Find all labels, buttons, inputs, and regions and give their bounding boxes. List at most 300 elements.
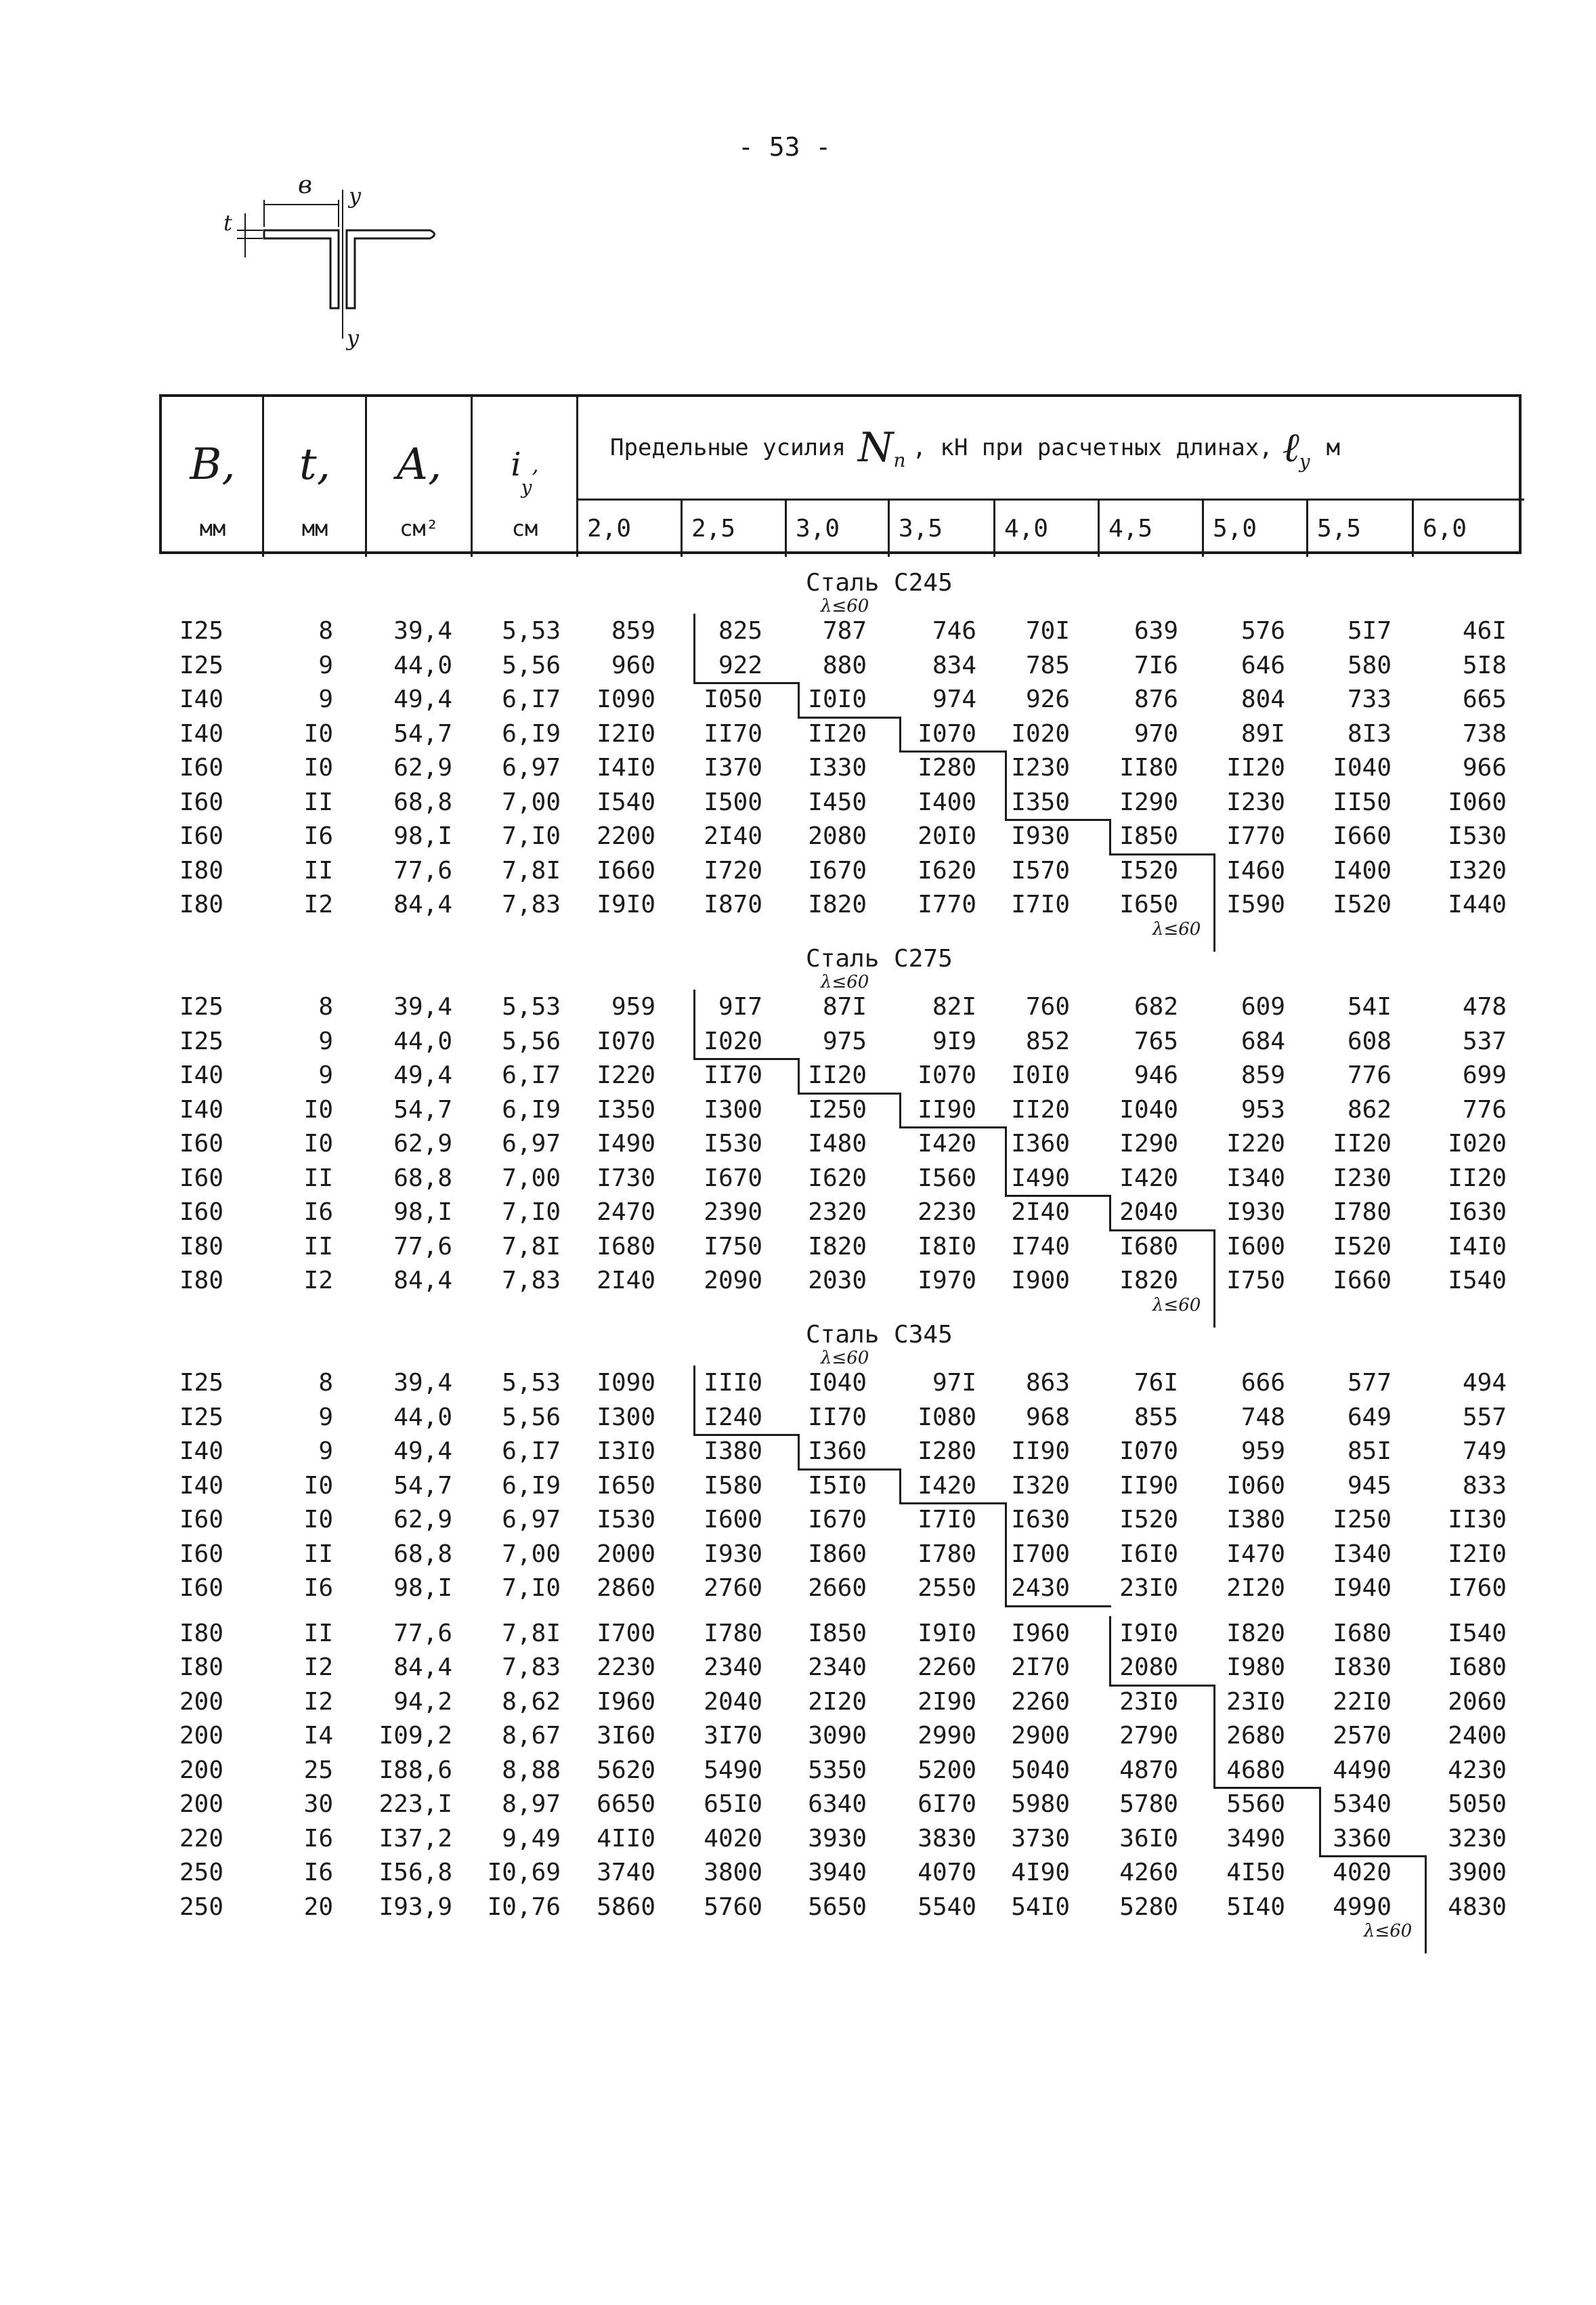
cell-col-4: 960 (611, 651, 655, 679)
cell-col-6: 880 (822, 651, 867, 679)
cell-col-2: 54,7 (393, 1471, 452, 1500)
cell-col-8: 852 (1025, 1027, 1070, 1055)
cell-col-2: 39,4 (393, 993, 452, 1021)
cell-col-4: I9I0 (597, 891, 655, 918)
cell-col-1: I0 (303, 1471, 333, 1500)
limit-boundary-line (1005, 1537, 1007, 1573)
header-length-value: 4,5 (1108, 514, 1153, 543)
cell-col-8: I350 (1011, 788, 1070, 816)
limit-boundary-line (798, 682, 800, 718)
cell-col-11: I780 (1333, 1198, 1392, 1226)
cell-col-5: 2340 (704, 1653, 762, 1681)
cell-col-9: II90 (1119, 1471, 1178, 1500)
cell-col-9: 855 (1134, 1403, 1178, 1431)
cell-col-11: 608 (1347, 1027, 1392, 1055)
cell-col-6: 2320 (808, 1198, 867, 1226)
cell-col-11: I940 (1333, 1574, 1392, 1602)
cell-col-7: 746 (932, 617, 976, 645)
limit-boundary-line (1213, 1718, 1215, 1754)
table-row (0, 1128, 1596, 1160)
table-row (0, 991, 1596, 1023)
cell-col-1: II (303, 1164, 333, 1192)
cell-col-10: 609 (1241, 993, 1285, 1021)
cell-col-7: 82I (932, 993, 976, 1021)
cell-col-12: 46I (1462, 617, 1507, 645)
cell-col-7: 2260 (918, 1653, 976, 1681)
profile-label-y-bottom: y (347, 325, 360, 351)
cell-col-9: 2040 (1119, 1198, 1178, 1226)
cell-col-10: I980 (1226, 1653, 1285, 1681)
cell-col-7: I420 (918, 1130, 976, 1158)
cell-col-5: 3800 (704, 1859, 762, 1886)
header-col-t-symbol (263, 431, 366, 499)
cell-col-11: I660 (1333, 822, 1392, 850)
cell-col-8: I020 (1011, 719, 1070, 748)
cell-col-4: I650 (597, 1471, 655, 1500)
limit-boundary-line (1005, 1571, 1007, 1607)
cell-col-8: 926 (1025, 685, 1070, 713)
cell-col-5: I240 (704, 1403, 762, 1431)
limit-boundary-line (1425, 1855, 1427, 1891)
cell-col-7: I080 (918, 1403, 976, 1431)
lambda-end-note: λ≤60 (1152, 918, 1201, 939)
cell-col-3: 5,56 (502, 651, 561, 679)
cell-col-2: 84,4 (393, 891, 452, 918)
cell-col-4: I540 (597, 788, 655, 816)
header-length-1 (682, 500, 786, 557)
cell-col-2: 49,4 (393, 685, 452, 713)
cell-col-12: I540 (1448, 1267, 1507, 1294)
cell-col-10: I770 (1226, 822, 1285, 850)
cell-col-11: II20 (1333, 1130, 1392, 1158)
cell-col-5: II70 (704, 1061, 762, 1089)
cell-col-8: 5980 (1011, 1790, 1070, 1818)
cell-col-12: 4230 (1448, 1756, 1507, 1784)
cell-col-5: 2760 (704, 1574, 762, 1602)
cell-col-7: 4070 (918, 1859, 976, 1886)
cell-col-3: 8,67 (502, 1722, 561, 1750)
cell-col-4: I960 (597, 1687, 655, 1716)
cell-col-11: I400 (1333, 856, 1392, 885)
cell-col-9: I520 (1119, 856, 1178, 885)
cell-col-0: I80 (179, 1267, 223, 1294)
cell-col-4: 6650 (597, 1790, 655, 1818)
cell-col-11: 5I7 (1347, 617, 1392, 645)
cell-col-8: II20 (1011, 1095, 1070, 1124)
header-col-i-unit (472, 500, 578, 557)
cell-col-0: I80 (179, 856, 223, 885)
cell-col-3: 6,97 (502, 1130, 561, 1158)
cell-col-0: I80 (179, 891, 223, 918)
cell-col-11: 54I (1347, 993, 1392, 1021)
limit-boundary-line (1213, 887, 1215, 923)
header-length-value: 2,5 (691, 514, 736, 543)
cell-col-6: I5I0 (808, 1471, 867, 1500)
cell-col-1: II (303, 856, 333, 885)
cell-col-5: 3I70 (704, 1722, 762, 1750)
cell-col-7: 97I (932, 1369, 976, 1397)
cell-col-10: 89I (1241, 719, 1285, 748)
cell-col-3: 8,62 (502, 1687, 561, 1716)
cell-col-9: 946 (1134, 1061, 1178, 1089)
cell-col-0: I25 (179, 1027, 223, 1055)
cell-col-2: 84,4 (393, 1653, 452, 1681)
header-col-A-unit (366, 500, 472, 557)
cell-col-4: 859 (611, 617, 655, 645)
cell-col-8: 2430 (1011, 1574, 1070, 1602)
cell-col-3: 7,83 (502, 891, 561, 918)
cell-col-0: I40 (179, 1471, 223, 1500)
cell-col-4: I490 (597, 1130, 655, 1158)
cell-col-6: 975 (822, 1027, 867, 1055)
cell-col-4: 3I60 (597, 1722, 655, 1750)
cell-col-4: I730 (597, 1164, 655, 1192)
cell-col-8: 785 (1025, 651, 1070, 679)
cell-col-5: 825 (718, 617, 762, 645)
table-row (0, 752, 1596, 784)
cell-col-12: I760 (1448, 1574, 1507, 1602)
cell-col-7: 9I9 (932, 1027, 976, 1055)
header-title-l-sub: y (1299, 450, 1310, 473)
cell-col-3: I0,69 (487, 1859, 561, 1886)
cell-col-6: 2340 (808, 1653, 867, 1681)
cell-col-7: I780 (918, 1540, 976, 1568)
cell-col-12: 557 (1462, 1403, 1507, 1431)
cell-col-11: 4490 (1333, 1756, 1392, 1784)
limit-boundary-line (1213, 1753, 1215, 1789)
cell-col-12: 966 (1462, 754, 1507, 782)
cell-col-4: I300 (597, 1403, 655, 1431)
cell-col-8: I570 (1011, 856, 1070, 885)
cell-col-1: I0 (303, 1095, 333, 1124)
cell-col-12: 537 (1462, 1027, 1507, 1055)
cell-col-1: I2 (303, 1653, 333, 1681)
table-row (0, 650, 1596, 682)
cell-col-12: II20 (1448, 1164, 1507, 1192)
cell-col-6: 2030 (808, 1267, 867, 1294)
table-row (0, 1162, 1596, 1195)
cell-col-1: I6 (303, 1824, 333, 1853)
table-row (0, 1720, 1596, 1752)
cell-col-2: I88,6 (379, 1756, 452, 1784)
cell-col-10: 859 (1241, 1061, 1285, 1089)
table-row (0, 1094, 1596, 1126)
cell-col-5: I750 (704, 1232, 762, 1261)
cell-col-6: 2080 (808, 822, 867, 850)
cell-col-11: 8I3 (1347, 719, 1392, 748)
cell-col-4: 2000 (597, 1540, 655, 1568)
cell-col-11: I230 (1333, 1164, 1392, 1192)
cell-col-9: I680 (1119, 1232, 1178, 1261)
cell-col-2: 62,9 (393, 754, 452, 782)
cell-col-7: 6I70 (918, 1790, 976, 1818)
cell-col-1: II (303, 1232, 333, 1261)
cell-col-6: 5350 (808, 1756, 867, 1784)
cell-col-0: I60 (179, 788, 223, 816)
cell-col-4: I660 (597, 856, 655, 885)
cell-col-10: I340 (1226, 1164, 1285, 1192)
cell-col-6: 3940 (808, 1859, 867, 1886)
header-length-value: 3,5 (899, 514, 943, 543)
cell-col-3: 6,97 (502, 754, 561, 782)
table-row (0, 1617, 1596, 1650)
cell-col-10: I220 (1226, 1130, 1285, 1158)
cell-col-8: I960 (1011, 1619, 1070, 1647)
limit-boundary-line (693, 1024, 695, 1060)
cell-col-7: 5200 (918, 1756, 976, 1784)
header-title (578, 397, 1524, 499)
cell-col-8: 70I (1025, 617, 1070, 645)
cell-col-7: I770 (918, 891, 976, 918)
double-angle-section-icon (203, 163, 460, 352)
limit-boundary-line (1213, 923, 1215, 952)
cell-col-1: I0 (303, 1130, 333, 1158)
cell-col-3: 7,8I (502, 1232, 561, 1261)
cell-col-7: I280 (918, 754, 976, 782)
header-length-0 (578, 500, 682, 557)
limit-boundary-line (899, 1468, 901, 1504)
limit-boundary-line (1005, 1502, 1007, 1538)
header-length-value: 5,0 (1213, 514, 1257, 543)
table-row (0, 855, 1596, 887)
cell-col-3: 7,I0 (502, 1198, 561, 1226)
cell-col-3: 5,53 (502, 993, 561, 1021)
cell-col-8: I320 (1011, 1471, 1070, 1500)
cell-col-3: 5,53 (502, 1369, 561, 1397)
cell-col-12: I530 (1448, 822, 1507, 850)
cell-col-9: 2790 (1119, 1722, 1178, 1750)
cell-col-10: I230 (1226, 788, 1285, 816)
cell-col-3: 8,97 (502, 1790, 561, 1818)
cell-col-10: 5I40 (1226, 1892, 1285, 1921)
header-length-7 (1308, 500, 1413, 557)
cell-col-0: I40 (179, 719, 223, 748)
cell-col-3: I0,76 (487, 1892, 561, 1921)
cell-col-5: 5760 (704, 1892, 762, 1921)
cell-col-6: I820 (808, 1232, 867, 1261)
cell-col-12: I540 (1448, 1619, 1507, 1647)
limit-boundary-line (1213, 1229, 1215, 1265)
cell-col-2: I93,9 (379, 1892, 452, 1921)
cell-col-1: I6 (303, 1198, 333, 1226)
limit-boundary-line (693, 990, 695, 1025)
lambda-end-note: λ≤60 (1364, 1921, 1412, 1941)
cell-col-9: 2080 (1119, 1653, 1178, 1681)
table-row (0, 1367, 1596, 1399)
cell-col-9: 23I0 (1119, 1687, 1178, 1716)
table-header (159, 394, 1522, 554)
cell-col-1: I6 (303, 1859, 333, 1886)
cell-col-12: 2400 (1448, 1722, 1507, 1750)
limit-boundary-line (1319, 1787, 1321, 1823)
cell-col-6: I620 (808, 1164, 867, 1192)
cell-col-12: 776 (1462, 1095, 1507, 1124)
cell-col-10: I460 (1226, 856, 1285, 885)
header-unit: мм (301, 515, 328, 541)
section-title: Сталь С345 (806, 1321, 953, 1349)
header-symbol: A, (396, 440, 442, 490)
cell-col-6: 3090 (808, 1722, 867, 1750)
cell-col-6: I820 (808, 891, 867, 918)
cell-col-3: 6,I9 (502, 719, 561, 748)
header-length-8 (1413, 500, 1519, 557)
cell-col-2: 223,I (379, 1790, 452, 1818)
cell-col-12: I2I0 (1448, 1540, 1507, 1568)
cell-col-9: I290 (1119, 788, 1178, 816)
cell-col-5: 2040 (704, 1687, 762, 1716)
cell-col-4: I090 (597, 1369, 655, 1397)
cell-col-8: 2I70 (1011, 1653, 1070, 1681)
cell-col-2: 77,6 (393, 856, 452, 885)
cell-col-12: 2060 (1448, 1687, 1507, 1716)
cell-col-5: I930 (704, 1540, 762, 1568)
cell-col-11: 3360 (1333, 1824, 1392, 1853)
cell-col-6: I360 (808, 1437, 867, 1465)
cell-col-5: 4020 (704, 1824, 762, 1853)
cell-col-0: 220 (179, 1824, 223, 1853)
cell-col-6: 787 (822, 617, 867, 645)
lambda-note: λ≤60 (821, 596, 869, 616)
cell-col-5: I530 (704, 1130, 762, 1158)
cell-col-1: I0 (303, 1506, 333, 1534)
cell-col-9: 5280 (1119, 1892, 1178, 1921)
cell-col-3: 6,I7 (502, 1061, 561, 1089)
cell-col-1: I6 (303, 1574, 333, 1602)
table-row (0, 1025, 1596, 1058)
cell-col-6: I040 (808, 1369, 867, 1397)
cell-col-12: 749 (1462, 1437, 1507, 1465)
cell-col-10: I600 (1226, 1232, 1285, 1261)
limit-boundary-line (1005, 1126, 1007, 1162)
header-symbol: В, (190, 440, 236, 490)
cell-col-10: 4I50 (1226, 1859, 1285, 1886)
cell-col-0: I25 (179, 1403, 223, 1431)
cell-col-5: 922 (718, 651, 762, 679)
cell-col-2: 62,9 (393, 1130, 452, 1158)
cell-col-9: 765 (1134, 1027, 1178, 1055)
header-length-3 (889, 500, 995, 557)
cell-col-2: 98,I (393, 1574, 452, 1602)
cell-col-0: 200 (179, 1756, 223, 1784)
cell-col-6: II20 (808, 1061, 867, 1089)
header-symbol: t, (299, 440, 331, 490)
cell-col-2: I56,8 (379, 1859, 452, 1886)
cell-col-10: 684 (1241, 1027, 1285, 1055)
cell-col-8: I0I0 (1011, 1061, 1070, 1089)
cell-col-3: 7,00 (502, 788, 561, 816)
cell-col-6: 87I (822, 993, 867, 1021)
cell-col-10: II20 (1226, 754, 1285, 782)
cell-col-12: 5I8 (1462, 651, 1507, 679)
cell-col-4: 2860 (597, 1574, 655, 1602)
limit-boundary-line (1109, 819, 1111, 855)
limit-boundary-line (1425, 1925, 1427, 1953)
table-row (0, 1231, 1596, 1263)
limit-boundary-line (899, 1093, 901, 1128)
cell-col-2: 44,0 (393, 1027, 452, 1055)
cell-col-12: I020 (1448, 1130, 1507, 1158)
cell-col-5: I500 (704, 788, 762, 816)
cell-col-5: I780 (704, 1619, 762, 1647)
lambda-note: λ≤60 (821, 1348, 869, 1368)
limit-boundary-line (1213, 1263, 1215, 1299)
cell-col-8: I700 (1011, 1540, 1070, 1568)
cell-col-9: 682 (1134, 993, 1178, 1021)
cell-col-9: 5780 (1119, 1790, 1178, 1818)
cell-col-1: I2 (303, 1267, 333, 1294)
cell-col-0: I80 (179, 1619, 223, 1647)
cell-col-8: I230 (1011, 754, 1070, 782)
limit-boundary-line (1109, 1195, 1111, 1231)
cell-col-7: I070 (918, 719, 976, 748)
cell-col-7: 974 (932, 685, 976, 713)
cell-col-9: 4260 (1119, 1859, 1178, 1886)
table-row (0, 1470, 1596, 1502)
cell-col-7: I280 (918, 1437, 976, 1465)
limit-boundary-line (693, 1366, 695, 1401)
cell-col-4: I680 (597, 1232, 655, 1261)
cell-col-9: 876 (1134, 685, 1178, 713)
limit-boundary-line (899, 717, 901, 753)
cell-col-0: I25 (179, 617, 223, 645)
table-row (0, 1754, 1596, 1787)
cell-col-2: 68,8 (393, 1164, 452, 1192)
cell-col-6: 2660 (808, 1574, 867, 1602)
cell-col-0: 250 (179, 1892, 223, 1921)
cell-col-2: 39,4 (393, 617, 452, 645)
cell-col-3: 7,83 (502, 1267, 561, 1294)
cell-col-12: 5050 (1448, 1790, 1507, 1818)
cell-col-6: I670 (808, 1506, 867, 1534)
cell-col-0: 200 (179, 1790, 223, 1818)
limit-boundary-line (1425, 1890, 1427, 1926)
header-length-value: 6,0 (1423, 514, 1467, 543)
cell-col-5: III0 (704, 1369, 762, 1397)
cell-col-10: 2I20 (1226, 1574, 1285, 1602)
cell-col-0: I40 (179, 685, 223, 713)
limit-boundary-line (1319, 1821, 1321, 1857)
cell-col-12: I440 (1448, 891, 1507, 918)
cell-col-12: II30 (1448, 1506, 1507, 1534)
cell-col-12: 3900 (1448, 1859, 1507, 1886)
cell-col-10: 4680 (1226, 1756, 1285, 1784)
cell-col-1: I0 (303, 754, 333, 782)
cell-col-11: I520 (1333, 1232, 1392, 1261)
cell-col-0: 200 (179, 1722, 223, 1750)
cell-col-4: I090 (597, 685, 655, 713)
cell-col-0: 250 (179, 1859, 223, 1886)
header-length-2 (786, 500, 889, 557)
cell-col-3: 5,56 (502, 1027, 561, 1055)
limit-boundary-line (1005, 1605, 1111, 1607)
cell-col-10: I380 (1226, 1506, 1285, 1534)
table-row (0, 889, 1596, 921)
cell-col-11: 4990 (1333, 1892, 1392, 1921)
table-row (0, 1823, 1596, 1855)
cell-col-0: I60 (179, 1540, 223, 1568)
cell-col-1: 8 (318, 1369, 333, 1397)
cell-col-11: 85I (1347, 1437, 1392, 1465)
page-number: - 53 - (738, 132, 832, 162)
cell-col-8: 4I90 (1011, 1859, 1070, 1886)
cell-col-10: I470 (1226, 1540, 1285, 1568)
cell-col-3: 7,I0 (502, 1574, 561, 1602)
cell-col-10: 666 (1241, 1369, 1285, 1397)
cell-col-9: 639 (1134, 617, 1178, 645)
cell-col-2: 68,8 (393, 788, 452, 816)
cell-col-9: I040 (1119, 1095, 1178, 1124)
cell-col-11: I040 (1333, 754, 1392, 782)
